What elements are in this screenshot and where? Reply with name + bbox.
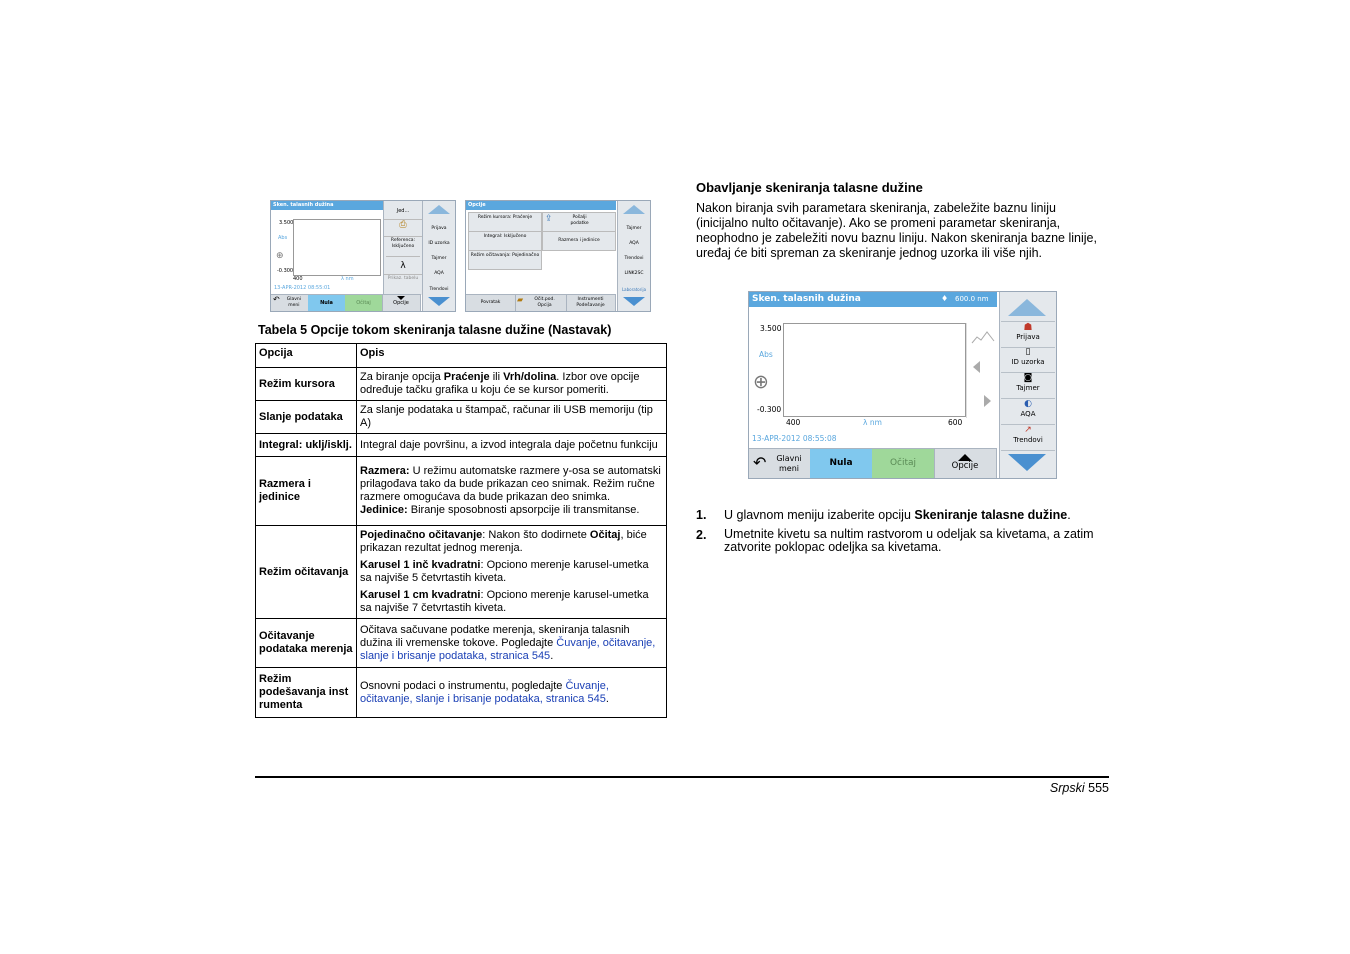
text-bold: Skeniranje talasne dužine <box>914 508 1068 522</box>
text: Osnovni podaci o instrumentu, pogledajte <box>360 679 566 692</box>
thumb1-plot <box>293 219 381 276</box>
text: U režimu automatske razmere y-osa se automatski prilagođava tako da bude prikazan ceo snimak. Režim ručne razmere omogućava da bude prikazan deo snimka. <box>360 465 661 503</box>
timer-label: Tajmer <box>1016 384 1040 392</box>
options-label: Opcije <box>393 300 409 306</box>
text: Očitava sačuvane podatke merenja, skeniranja talasnih dužina ili vremenske tokove. Pogledajte <box>360 623 630 649</box>
text: . Izbor ove opcije određuje tačku grafika u koju će se kursor pomeriti. <box>360 371 640 396</box>
vial-icon: ▯ <box>1025 347 1031 357</box>
reference-button[interactable]: Referenca: Isključeno <box>386 238 420 257</box>
text-bold: Vrh/dolina <box>503 371 557 383</box>
timer-item[interactable]: Tajmer <box>431 256 447 261</box>
table-caption: Tabela 5 Opcije tokom skeniranja talasne dužine (Nastavak) <box>258 323 612 337</box>
aqa-item[interactable]: AQA <box>434 271 444 276</box>
thumbnail-options-screen <box>465 200 651 312</box>
send-data-icon: ⇪ <box>545 214 553 224</box>
screen-title-bar <box>749 292 997 307</box>
footer-page <box>1050 781 1109 795</box>
aqa-item[interactable] <box>1001 399 1055 425</box>
scroll-up-icon[interactable] <box>428 205 450 214</box>
read-button[interactable]: Očitaj <box>872 449 935 478</box>
option-name: Režim očitavanja <box>256 526 357 619</box>
zero-button[interactable]: Nula <box>308 295 346 311</box>
option-name: Slanje podataka <box>256 401 357 434</box>
main-menu-label: Glavni meni <box>776 454 802 473</box>
send-data-label: Pošalji podatke <box>570 215 589 226</box>
table-row <box>256 401 667 434</box>
show-table-button[interactable]: Prikaz. tabelu <box>387 276 419 281</box>
timer-item[interactable]: Tajmer <box>626 226 642 231</box>
text: Biranje sposobnosti apsorpcije ili transmitanse. <box>407 504 640 516</box>
option-desc <box>357 368 667 401</box>
scroll-down-icon[interactable] <box>428 297 450 306</box>
scale-units-button[interactable]: Razmera i jedinice <box>542 231 616 251</box>
screen-title: Sken. talasnih dužina <box>752 294 861 304</box>
peak-curve-icon <box>971 329 995 345</box>
text: U glavnom meniju izaberite opciju <box>724 508 915 522</box>
date-time: 13-APR-2012 08:55:08 <box>752 434 837 443</box>
folder-icon: ▰ <box>517 295 524 304</box>
scroll-down-icon[interactable] <box>623 297 645 306</box>
thumb1-x-min: 400 <box>293 276 303 282</box>
thumb1-date: 13-APR-2012 08:55:01 <box>274 285 331 291</box>
trends-item[interactable] <box>1001 425 1055 451</box>
options-label: Opcije <box>951 461 979 471</box>
back-arrow-icon: ↶ <box>273 295 280 304</box>
thumb1-y-min: -0.300 <box>277 268 294 274</box>
option-name: Očitavanje podataka merenja <box>256 619 357 668</box>
cross-reference-link[interactable]: Čuvanje, očitavanje, slanje i brisanje podataka, stranica 545 <box>360 636 656 662</box>
sample-id-item[interactable]: ID uzorka <box>428 241 450 246</box>
options-button[interactable] <box>934 449 997 478</box>
back-arrow-icon: ↶ <box>753 453 767 472</box>
y-unit-label: Abs <box>759 350 773 359</box>
bottom-bar <box>749 448 997 478</box>
printer-icon[interactable]: ⎙ <box>384 220 422 237</box>
text-bold: Jedinice: <box>360 504 408 516</box>
paragraph <box>360 529 663 555</box>
option-desc <box>357 619 667 668</box>
peak-icon[interactable] <box>971 329 995 345</box>
text-bold: Pojedinačno očitavanje <box>360 529 483 541</box>
text: : Opciono merenje karusel-umetka sa najviše 5 četvrtastih kiveta. <box>360 559 649 584</box>
table-row <box>256 368 667 401</box>
aqa-icon: ◐ <box>1024 399 1032 409</box>
main-menu-button[interactable] <box>749 449 811 478</box>
login-item[interactable]: Prijava <box>431 226 447 231</box>
text: Za biranje opcija <box>360 371 444 383</box>
step-text <box>724 508 1109 522</box>
link2sc-item[interactable]: LINK2SC <box>624 271 644 276</box>
thumb1-bottom-bar <box>271 294 421 311</box>
zoom-icon[interactable]: ⊕ <box>753 371 769 393</box>
lamp-icon: ♦ <box>941 294 949 303</box>
scroll-up-icon[interactable] <box>1008 299 1046 316</box>
zoom-icon: ⊕ <box>276 251 284 261</box>
text: : Nakon što dodirnete <box>482 529 590 541</box>
text-bold: Karusel 1 cm kvadratni <box>360 589 481 601</box>
page-number: 555 <box>1088 781 1109 795</box>
text: : Opciono merenje karusel-umetka sa najviše 7 četvrtastih kiveta. <box>360 589 649 614</box>
table-header-row <box>256 344 667 368</box>
text: ili <box>489 371 504 383</box>
trends-item[interactable]: Trendovi <box>429 287 449 292</box>
sample-id-item[interactable] <box>1001 347 1055 373</box>
trends-item[interactable]: Trendovi <box>624 256 644 261</box>
recall-data-button[interactable] <box>515 295 567 311</box>
laboratory-item[interactable]: Laboratorija <box>621 287 647 292</box>
table-row <box>256 457 667 526</box>
table-row <box>256 668 667 718</box>
option-name: Integral: uklj/isklj. <box>256 434 357 457</box>
wavelength-readout: 600.0 nm <box>955 295 989 303</box>
text: . <box>550 649 554 662</box>
option-name: Režim podešavanja inst rumenta <box>256 668 357 718</box>
text-bold: Razmera: <box>360 465 410 477</box>
right-panel <box>999 292 1056 478</box>
x-min-label: 400 <box>786 418 801 427</box>
thumb2-right-panel <box>617 201 650 311</box>
option-desc: Integral daje površinu, a izvod integrala daje početnu funkciju <box>357 434 667 457</box>
main-menu-label: Glavni meni <box>286 297 301 308</box>
table-row <box>256 526 667 619</box>
table-row <box>256 619 667 668</box>
trends-icon: ↗ <box>1024 425 1032 435</box>
thumb1-y-unit: Abs <box>278 235 288 241</box>
text-bold: Praćenje <box>443 371 490 383</box>
option-desc <box>357 526 667 619</box>
scroll-up-icon[interactable] <box>623 205 645 214</box>
y-max-label: 3.500 <box>760 324 782 333</box>
send-data-button[interactable] <box>542 212 616 232</box>
read-mode-button[interactable]: Režim očitavanja: Pojedinačno <box>468 250 542 270</box>
paragraph <box>360 559 663 585</box>
timer-item[interactable] <box>1001 373 1055 399</box>
read-button[interactable]: Očitaj <box>345 295 383 311</box>
options-button[interactable] <box>382 295 421 311</box>
cursor-left-icon[interactable] <box>973 361 980 373</box>
timer-icon: ◙ <box>1023 373 1033 383</box>
text: , biće prikazan rezultat jednog merenja. <box>360 529 647 554</box>
options-caret-icon <box>958 454 972 461</box>
scan-screen <box>748 291 1057 479</box>
thumb2-title: Opcije <box>466 201 616 210</box>
table-header: Opcija <box>256 344 357 368</box>
thumb1-title: Sken. talasnih dužina <box>271 201 385 210</box>
x-max-label: 600 <box>948 418 963 427</box>
option-desc <box>357 668 667 718</box>
integral-button[interactable]: Integral: Isključeno <box>468 231 542 251</box>
zero-button[interactable]: Nula <box>810 449 873 478</box>
thumb2-bottom-bar <box>466 294 616 311</box>
text: . <box>605 692 609 705</box>
footer-rule <box>255 776 1109 778</box>
recall-label: Očit.pod. Opcija <box>534 297 555 308</box>
thumb1-y-max: 3.500 <box>279 220 294 226</box>
person-icon: ☗ <box>1023 322 1033 333</box>
back-button[interactable]: Povratak <box>466 295 516 311</box>
thumb1-right-panel <box>422 201 455 311</box>
thumb1-side-buttons <box>383 201 422 295</box>
option-desc: Za slanje podataka u štampač, računar ili USB memoriju (tip A) <box>357 401 667 434</box>
section-heading: Obavljanje skeniranja talasne dužine <box>696 180 923 195</box>
table-header: Opis <box>357 344 667 368</box>
cross-reference-link[interactable]: Čuvanje, očitavanje, slanje i brisanje podataka, stranica 545 <box>360 679 609 705</box>
step-number: 1. <box>696 508 707 522</box>
option-desc <box>357 457 667 526</box>
scan-plot-area <box>783 323 966 417</box>
options-table <box>255 343 667 718</box>
cursor-controls <box>966 323 998 418</box>
thumbnail-scan-screen <box>270 200 456 312</box>
section-intro: Nakon biranja svih parametara skeniranja, zabeležite baznu liniju (inicijalno nulto očitavanje). Ako se promeni parametar skeniranja, neophodno je zabeležiti novu baznu liniju. Nakon skeniranja bazne linije, uređaj će biti spreman za skeniranje jednog uzorka ili više njih. <box>696 201 1097 260</box>
units-button[interactable]: Jed... <box>384 203 422 220</box>
login-item[interactable] <box>1001 321 1055 348</box>
y-min-label: -0.300 <box>757 405 782 414</box>
scroll-down-icon[interactable] <box>1008 454 1046 471</box>
step-text: Umetnite kivetu sa nultim rastvorom u odeljak sa kivetama, a zatim zatvorite poklopac odeljka sa kivetama. <box>724 527 1094 554</box>
aqa-label: AQA <box>1020 410 1036 418</box>
option-name: Razmera i jedinice <box>256 457 357 526</box>
instrument-setup-button[interactable]: Instrumenti Podešavanje <box>566 295 616 311</box>
cursor-mode-button[interactable]: Režim kursora: Praćenje <box>468 212 542 232</box>
main-menu-button[interactable] <box>271 295 309 311</box>
login-label: Prijava <box>1016 333 1040 341</box>
footer-language: Srpski <box>1049 781 1085 795</box>
paragraph <box>360 589 663 615</box>
trends-label: Trendovi <box>1013 436 1043 444</box>
sample-id-label: ID uzorka <box>1011 358 1045 366</box>
cursor-right-icon[interactable] <box>984 395 991 407</box>
thumb1-x-label: λ nm <box>341 276 354 282</box>
option-name: Režim kursora <box>256 368 357 401</box>
aqa-item[interactable]: AQA <box>629 241 639 246</box>
text-bold: Karusel 1 inč kvadratni <box>360 559 481 571</box>
step-number: 2. <box>696 528 707 542</box>
text-bold: Očitaj <box>589 529 621 541</box>
text: . <box>1067 508 1071 522</box>
lambda-button[interactable]: λ <box>384 258 422 275</box>
x-axis-label: λ nm <box>863 418 882 427</box>
table-row <box>256 434 667 457</box>
